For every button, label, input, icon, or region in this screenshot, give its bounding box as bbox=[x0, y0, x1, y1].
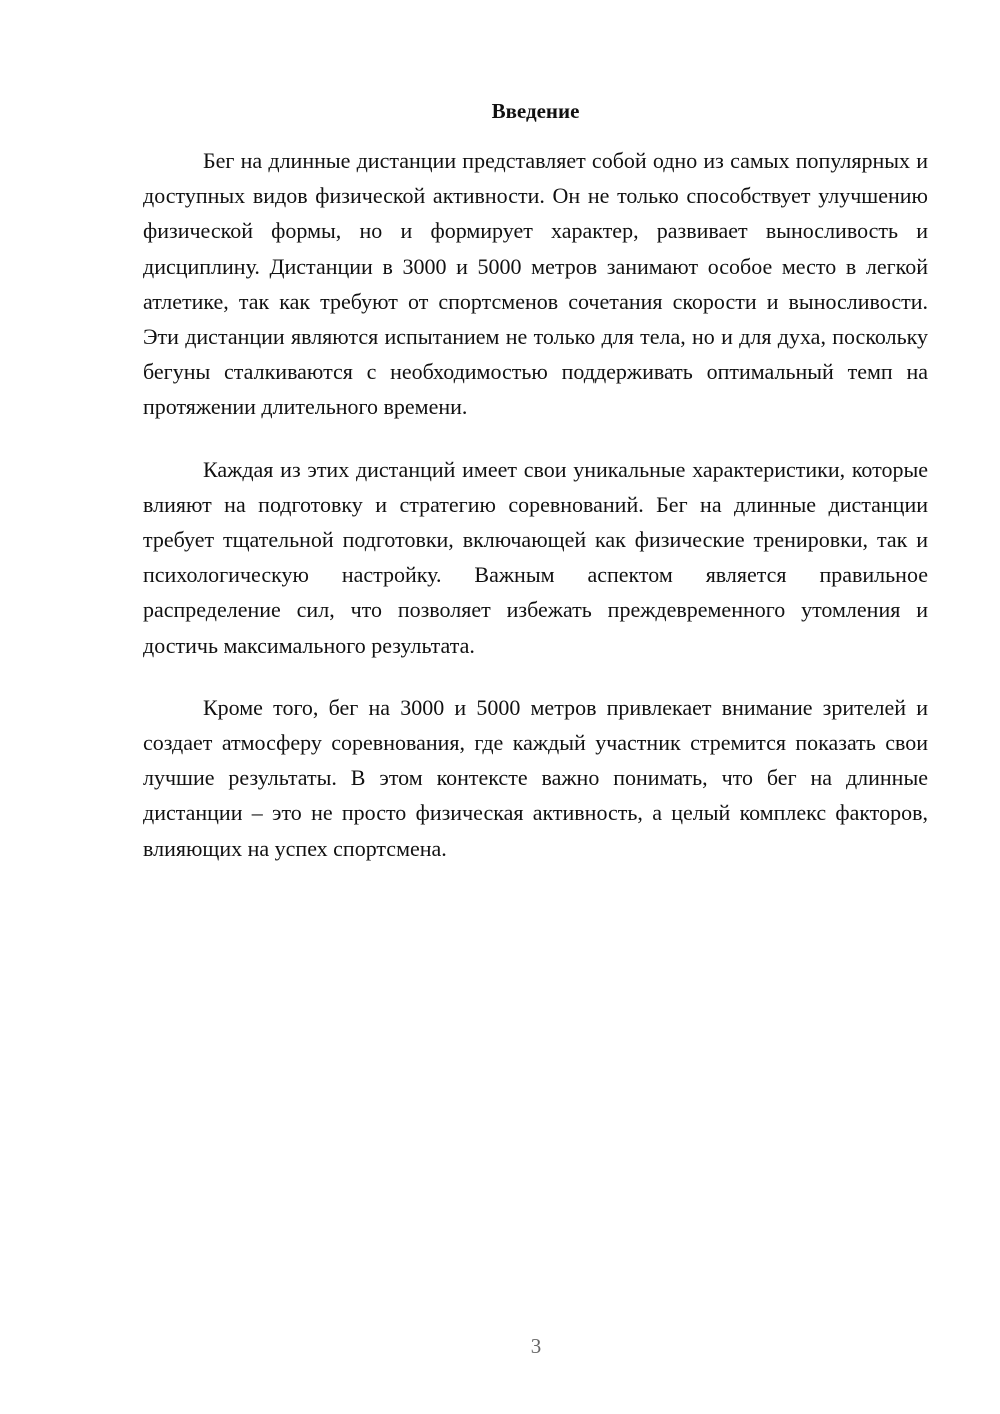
paragraph-1: Бег на длинные дистанции представляет собой одно из самых популярных и доступных видов физической активности. Он не только способствует улучшению физической формы, но и формирует характер, развивает выносливость и дисциплину. Дистанции в 3000 и 5000 метров занимают особое место в легкой атлетике, так как требуют от спортсменов сочетания скорости и выносливости. Эти дистанции являются испытанием не только для тела, но и для духа, поскольку бегуны сталкиваются с необходимостью поддерживать оптимальный темп на протяжении длительного времени. bbox=[143, 148, 928, 420]
paragraph-2: Каждая из этих дистанций имеет свои уникальные характеристики, которые влияют на подготовку и стратегию соревнований. Бег на длинные дистанции требует тщательной подготовки, включающей как физические тренировки, так и психологическую настройку. Важным аспектом является правильное распределение сил, что позволяет избежать преждевременного утомления и достичь максимального результата. bbox=[143, 456, 928, 658]
paragraph-3: Кроме того, бег на 3000 и 5000 метров привлекает внимание зрителей и создает атмосферу соревнования, где каждый участник стремится показать свои лучшие результаты. В этом контексте важно понимать, что бег на длинные дистанции – это не просто физическая активность, а целый комплекс факторов, влияющих на успех спортсмена. bbox=[143, 694, 928, 861]
body-text bbox=[143, 143, 928, 893]
page-number: 3 bbox=[530, 1334, 542, 1358]
section-heading: Введение bbox=[491, 99, 580, 123]
